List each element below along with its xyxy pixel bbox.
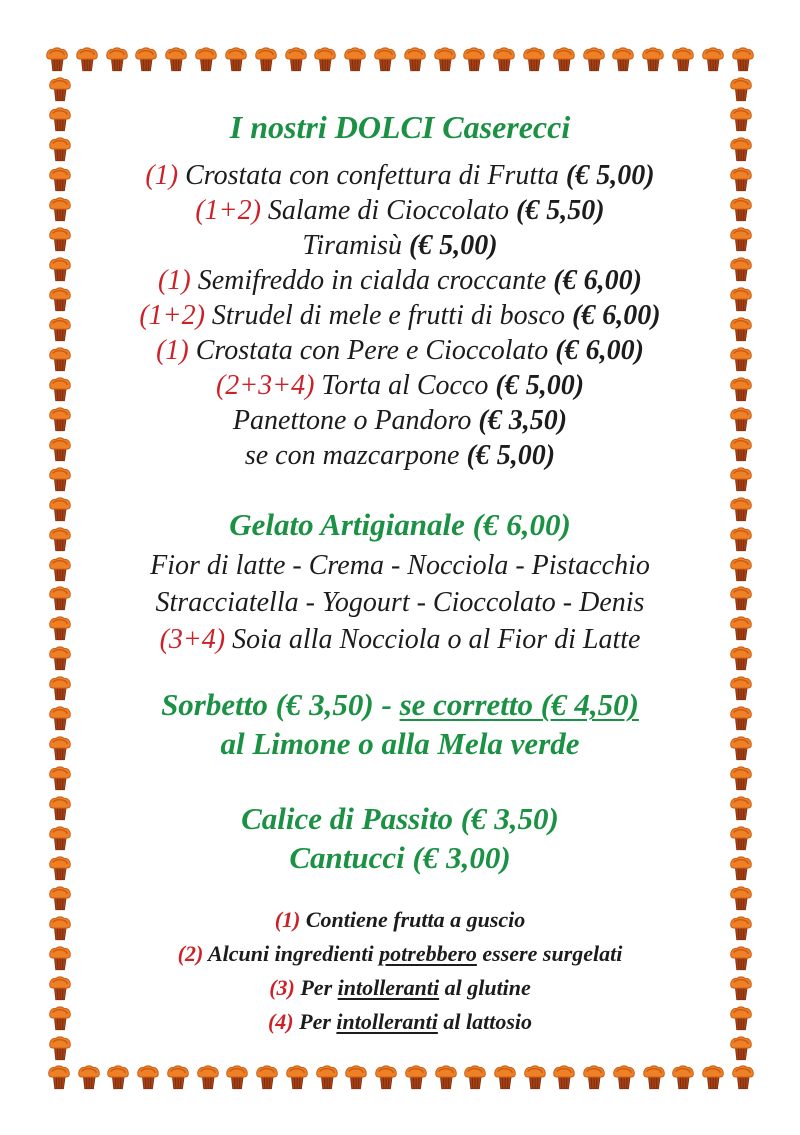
muffin-icon [313,1064,341,1091]
item-name: Tiramisù [302,230,402,261]
muffin-icon [460,46,488,73]
muffin-icon [640,1064,668,1091]
muffin-icon [727,1035,755,1062]
item-price: (€ 6,00) [571,300,661,331]
muffin-icon [46,1005,74,1032]
muffin-icon [727,346,755,373]
menu-item [80,333,720,368]
muffin-icon [46,885,74,912]
muffin-icon [372,1064,400,1091]
muffin-icon [132,46,160,73]
muffin-icon [45,1064,73,1091]
muffin-icon [727,136,755,163]
footnote-text: Alcuni ingredienti [207,941,380,966]
muffin-icon [727,645,755,672]
item-price: (€ 5,00) [466,440,556,471]
muffin-icon [727,466,755,493]
passito-block [80,799,720,877]
muffin-icon [727,915,755,942]
muffin-icon [194,1064,222,1091]
footnote-number: (3) [269,975,295,1000]
muffin-icon [46,136,74,163]
muffin-icon [727,196,755,223]
muffin-icon [491,1064,519,1091]
muffin-icon [222,46,250,73]
muffin-icon [46,256,74,283]
muffin-icon [727,166,755,193]
muffin-icon [371,46,399,73]
sorbetto-text: Sorbetto (€ 3,50) - [161,687,400,722]
muffin-icon [727,885,755,912]
muffin-icon [727,226,755,253]
item-name: se con mazcarpone [244,440,460,471]
footnote-text: essere surgelati [476,941,623,966]
footnote [80,971,720,1005]
allergen-prefix: (1+2) [139,300,205,331]
muffin-icon [252,46,280,73]
muffin-icon [164,1064,192,1091]
footnote-underlined-text: intolleranti [337,975,440,1000]
sorbetto-flavors-line: al Limone o alla Mela verde [220,726,580,761]
item-name: Panettone o Pandoro [232,405,472,436]
muffin-icon [669,1064,697,1091]
muffin-icon [490,46,518,73]
muffin-icon [46,346,74,373]
menu-item [80,158,720,193]
muffin-icon [103,46,131,73]
menu-item [80,438,720,473]
muffin-icon [521,1064,549,1091]
muffin-icon [43,46,71,73]
muffin-icon [609,46,637,73]
muffin-icon [46,76,74,103]
muffin-icon [46,166,74,193]
muffin-icon [46,735,74,762]
muffin-icon [75,1064,103,1091]
muffin-icon [46,765,74,792]
footnote-number: (4) [267,1009,294,1034]
menu-item [80,228,720,263]
allergen-prefix: (3+4) [159,624,226,655]
footnotes [80,903,720,1039]
gelato-heading: Gelato Artigianale (€ 6,00) [229,507,571,542]
item-name: Semifreddo in cialda croccante [197,265,547,296]
muffin-icon [341,46,369,73]
muffin-icon [253,1064,281,1091]
muffin-icon [727,675,755,702]
item-price: (€ 6,00) [555,335,644,366]
muffin-icon [46,316,74,343]
muffin-icon [46,705,74,732]
muffin-icon [46,556,74,583]
muffin-icon [46,945,74,972]
dolci-list [80,158,720,473]
muffin-icon [727,316,755,343]
muffin-icon [727,106,755,133]
menu-item [80,193,720,228]
border-left [46,76,74,1062]
footnote-underlined-text: potrebbero [379,941,477,966]
footnote-text: Contiene frutta a guscio [305,907,526,932]
item-price: (€ 5,00) [495,370,585,401]
muffin-icon [727,256,755,283]
muffin-icon [432,1064,460,1091]
muffin-icon [727,825,755,852]
muffin-icon [46,825,74,852]
muffin-icon [550,46,578,73]
footnote-text: al glutine [439,975,531,1000]
item-name: Soia alla Nocciola o al Fior di Latte [232,624,641,655]
item-name: Strudel di mele e frutti di bosco [211,300,565,331]
border-top [43,46,757,73]
muffin-icon [46,855,74,882]
footnote-underlined-text: intolleranti [336,1009,438,1034]
muffin-icon [104,1064,132,1091]
gelato-flavors-line1: Fior di latte - Crema - Nocciola - Pistacchio [150,550,650,581]
muffin-icon [727,615,755,642]
muffin-icon [727,1005,755,1032]
muffin-icon [727,735,755,762]
muffin-icon [729,46,757,73]
border-bottom [45,1064,757,1091]
gelato-soia-line [80,621,720,658]
footnote-text: al lattosio [437,1009,533,1034]
footnote-number: (2) [177,941,204,966]
muffin-icon [46,615,74,642]
muffin-icon [282,46,310,73]
menu-title: I nostri DOLCI Caserecci [229,109,571,145]
muffin-icon [727,496,755,523]
footnote [80,1005,720,1039]
muffin-icon [580,46,608,73]
muffin-icon [283,1064,311,1091]
menu-item [80,263,720,298]
item-name: Torta al Cocco [321,370,489,401]
muffin-icon [727,436,755,463]
item-name: Crostata con Pere e Cioccolato [195,335,549,366]
allergen-prefix: (1) [158,265,191,296]
sorbetto-corretto-text: se corretto (€ 4,50) [399,687,639,722]
muffin-icon [46,915,74,942]
muffin-icon [162,46,190,73]
muffin-icon [192,46,220,73]
item-name: Crostata con confettura di Frutta [185,160,559,191]
muffin-icon [520,46,548,73]
menu-content [80,108,720,1039]
muffin-icon [431,46,459,73]
muffin-icon [699,1064,727,1091]
border-right [727,76,755,1062]
footnote-text: Per [299,1009,337,1034]
muffin-icon [46,795,74,822]
muffin-icon [727,526,755,553]
muffin-icon [727,286,755,313]
item-price: (€ 5,50) [515,195,605,226]
muffin-icon [46,226,74,253]
sorbetto-block [80,685,720,763]
muffin-icon [46,106,74,133]
muffin-icon [46,196,74,223]
muffin-icon [461,1064,489,1091]
muffin-icon [134,1064,162,1091]
item-price: (€ 6,00) [553,265,642,296]
footnote-number: (1) [274,907,301,932]
sorbetto-line [80,685,720,724]
muffin-icon [401,46,429,73]
item-name: Salame di Cioccolato [267,195,509,226]
muffin-icon [639,46,667,73]
footnote [80,903,720,937]
muffin-icon [550,1064,578,1091]
muffin-icon [73,46,101,73]
muffin-icon [727,855,755,882]
muffin-icon [727,945,755,972]
muffin-icon [727,795,755,822]
muffin-icon [46,975,74,1002]
cantucci-line: Cantucci (€ 3,00) [289,840,511,875]
allergen-prefix: (1+2) [195,195,261,226]
muffin-icon [46,526,74,553]
muffin-icon [46,496,74,523]
item-price: (€ 5,00) [408,230,498,261]
passito-line: Calice di Passito (€ 3,50) [241,801,559,836]
allergen-prefix: (1) [145,160,179,191]
allergen-prefix: (1) [156,335,189,366]
allergen-prefix: (2+3+4) [215,370,315,401]
muffin-icon [342,1064,370,1091]
muffin-icon [727,76,755,103]
muffin-icon [223,1064,251,1091]
muffin-icon [46,1035,74,1062]
muffin-icon [46,466,74,493]
muffin-icon [699,46,727,73]
muffin-icon [729,1064,757,1091]
muffin-icon [46,585,74,612]
muffin-icon [580,1064,608,1091]
muffin-icon [46,645,74,672]
muffin-icon [727,705,755,732]
muffin-icon [46,436,74,463]
muffin-icon [727,765,755,792]
muffin-icon [46,406,74,433]
muffin-icon [727,406,755,433]
muffin-icon [610,1064,638,1091]
muffin-icon [727,585,755,612]
muffin-icon [46,376,74,403]
gelato-flavors-line2: Stracciatella - Yogourt - Cioccolato - Denis [155,587,645,618]
footnote [80,937,720,971]
muffin-icon [46,675,74,702]
menu-item [80,298,720,333]
item-price: (€ 5,00) [565,160,655,191]
muffin-icon [727,556,755,583]
menu-item [80,368,720,403]
item-price: (€ 3,50) [478,405,568,436]
muffin-icon [669,46,697,73]
muffin-icon [402,1064,430,1091]
muffin-icon [727,975,755,1002]
muffin-icon [727,376,755,403]
muffin-icon [46,286,74,313]
menu-item [80,403,720,438]
muffin-icon [311,46,339,73]
footnote-text: Per [300,975,338,1000]
